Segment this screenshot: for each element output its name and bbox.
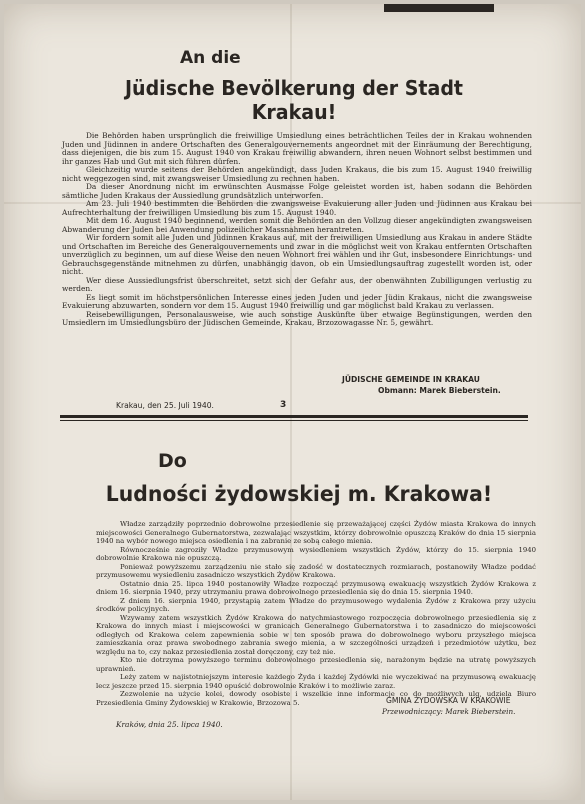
polish-paragraph: Kto nie dotrzyma powyższego terminu dobrowolnego przesiedlenia się, narażonym będzie na utratę powyższych uprawnień. bbox=[96, 656, 536, 673]
top-ink-band bbox=[384, 4, 494, 12]
german-signature-person: Obmann: Marek Bieberstein. bbox=[378, 386, 501, 395]
polish-paragraph: Zezwolenie na użycie kolei, dowody osobiste i wszelkie inne informacje co do możliwych ulg, udziela Biuro Przesiedlenia Gminy Żydowskiej w Krakowie, Brzozowa 5. bbox=[96, 690, 536, 707]
section-divider-thin bbox=[60, 420, 528, 421]
german-paragraph: Wer diese Aussiedlungsfrist überschreitet, setzt sich der Gefahr aus, der obenwähnten Zubilligungen verlustig zu werden. bbox=[62, 275, 532, 293]
polish-heading-line1: Do bbox=[158, 450, 187, 472]
german-body bbox=[62, 132, 532, 328]
german-paragraph: Es liegt somit im höchstpersönlichen Interesse eines jeden Juden und jeder Jüdin Krakaus, nicht die zwangsweise Evakuierung abzuwarten, sondern vor dem 15. August 1940 freiwillig und gar möglichst bald Krakau zu verlassen. bbox=[62, 292, 532, 310]
polish-paragraph: Równocześnie zagroziły Władze przymusowym wysiedleniem wszystkich Żydów, którzy do 15. sierpnia 1940 dobrowolnie Krakowa nie opuszczą. bbox=[96, 545, 536, 562]
polish-paragraph: Leży zatem w najistotniejszym interesie każdego Żyda i każdej Żydówki nie wyczekiwać na przymusową ewakuację lecz jeszcze przed 15. sierpnia 1940 opuścić dobrowolnie Kraków i to możliwie zaraz. bbox=[96, 673, 536, 690]
german-signature-org: JÜDISCHE GEMEINDE IN KRAKAU bbox=[342, 375, 480, 384]
page-mark: 3 bbox=[280, 400, 287, 410]
polish-paragraph: Ponieważ powyższemu zarządzeniu nie stało się zadość w dostatecznych rozmiarach, postanowiły Władze poddać przymusowemu wysiedleniu zasadniczo wszystkich Żydów Krakowa. bbox=[96, 562, 536, 579]
polish-signature-org: GMINA ŻYDOWSKA W KRAKOWIE bbox=[386, 696, 511, 705]
german-paragraph: Wir fordern somit alle Juden und Jüdinnen Krakaus auf, mit der freiwilligen Umsiedlung aus Krakau in andere Städte und Ortschaften im Bereiche des Generalgouvernements und zwar in die möglichst weit von Krakau entfernten Ortschaften unverzüglich zu beginnen, um auf diese Weise den neuen Wohnort frei wählen und ihr Gut, insbesondere Einrichtungs- und Gebrauchsgegenstände mitnehmen zu dürfen, unabhängig davon, ob ein Umsiedlungsauftrag zugestellt worden ist, oder nicht. bbox=[62, 233, 532, 276]
german-paragraph: Da dieser Anordnung nicht im erwünschten Ausmasse Folge geleistet worden ist, haben sodann die Behörden sämtliche Juden Krakaus der Aussiedlung grundsätzlich unterworfen. bbox=[62, 182, 532, 200]
polish-signature-person: Przewodniczący: Marek Bieberstein. bbox=[382, 707, 516, 716]
german-paragraph: Die Behörden haben ursprünglich die freiwillige Umsiedlung eines beträchtlichen Teiles der in Krakau wohnenden Juden und Jüdinnen in andere Ortschaften des Generalgouvernements angeordnet mit der Einräumung der Berechtigung, dass diejenigen, die bis zum 15. August 1940 von Krakau freiwillig abwandern, ihren neuen Wohnort selbst bestimmen und ihr ganzes Hab und Gut mit sich führen dürfen. bbox=[62, 131, 532, 166]
poster-sheet bbox=[4, 4, 581, 800]
german-paragraph: Reisebewilligungen, Personalausweise, wie auch sonstige Auskünfte über etwaige Begünstigungen, werden den Umsiedlern im Umsiedlungsbüro der Jüdischen Gemeinde, Krakau, Brzozowagasse Nr. 5, gewährt. bbox=[62, 309, 532, 327]
polish-body bbox=[96, 520, 536, 707]
polish-paragraph: Wzywamy zatem wszystkich Żydów Krakowa do natychmiastowego rozpoczęcia dobrowolnego przesiedlenia się z Krakowa do innych miast i miejscowości w granicach Generalnego Gubernatorstwa i to zasadniczo do miejscowości odległych od Krakowa celem zapewnienia sobie w ten sposób prawa do dobrowolnego wyboru przyszłego miejsca zamieszkania oraz prawa swobodnego zabrania swego mienia, a w szczególności urządzeń i przedmiotów użytku, bez względu na to, czy nakaz przesiedlenia został doręczony, czy też nie. bbox=[96, 613, 536, 656]
german-paragraph: Mit dem 16. August 1940 beginnend, werden somit die Behörden an den Vollzug dieser angekündigten zwangsweisen Abwanderung der Juden bei Anwendung polizeilicher Massnahmen herantreten. bbox=[62, 216, 532, 234]
polish-date: Kraków, dnia 25. lipca 1940. bbox=[116, 720, 223, 729]
section-divider-thick bbox=[60, 415, 528, 418]
german-paragraph: Gleichzeitig wurde seitens der Behörden angekündigt, dass Juden Krakaus, die bis zum 15. August 1940 freiwillig nicht weggezogen sind, mit zwangsweiser Umsiedlung zu rechnen haben. bbox=[62, 165, 532, 183]
german-paragraph: Am 23. Juli 1940 bestimmten die Behörden die zwangsweise Evakuierung aller Juden und Jüdinnen aus Krakau bei Aufrechterhaltung der freiwilligen Umsiedlung bis zum 15. August 1940. bbox=[62, 199, 532, 217]
german-date: Krakau, den 25. Juli 1940. bbox=[116, 401, 214, 410]
german-heading-line1: An die bbox=[180, 48, 241, 68]
polish-heading-line2: Ludności żydowskiej m. Krakowa! bbox=[105, 482, 493, 506]
german-heading-line2: Jüdische Bevölkerung der Stadt Krakau! bbox=[124, 76, 464, 124]
polish-paragraph: Z dniem 16. sierpnia 1940, przystąpią zatem Władze do przymusowego wydalenia Żydów z Krakowa przy użyciu środków policyjnych. bbox=[96, 596, 536, 613]
polish-paragraph: Ostatnio dnia 25. lipca 1940 postanowiły Władze rozpocząć przymusową ewakuację wszystkich Żydów Krakowa z dniem 16. sierpnia 1940, przy utrzymaniu prawa dobrowolnego przesiedlenia się do dnia 15. sierpnia 1940. bbox=[96, 579, 536, 596]
polish-paragraph: Władze zarządziły poprzednio dobrowolne przesiedlenie się przeważającej części Żydów miasta Krakowa do innych miejscowości Generalnego Gubernatorstwa, zezwalając wszystkim, którzy dobrowolnie opuszczą Kraków do dnia 15 sierpnia 1940 na wybór nowego miejsca osiedlenia i na zabranie ze sobą całego mienia. bbox=[96, 520, 536, 545]
